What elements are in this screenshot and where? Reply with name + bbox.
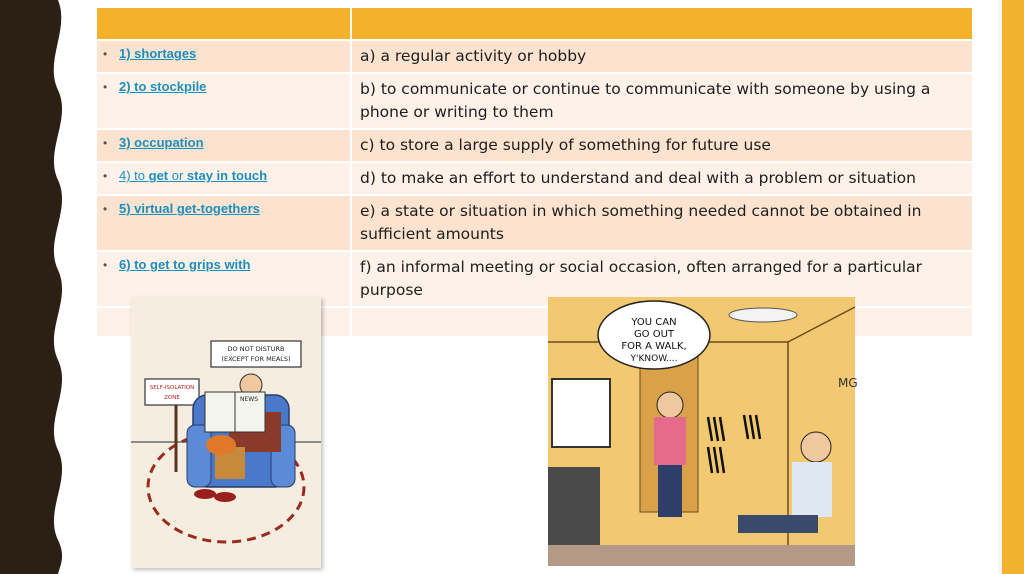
term-link[interactable]: 2) to stockpile [119,79,207,94]
self-isolation-cartoon [131,297,321,568]
walk-cartoon-illustration [548,297,858,566]
left-wavy-border [0,0,80,574]
term-link[interactable]: 3) occupation [119,135,204,150]
term-text [119,46,196,62]
self-isolation-illustration [131,297,321,568]
term-line [103,168,344,184]
term-line [103,135,344,151]
header-cell [96,7,351,40]
term-cell [96,162,351,195]
term-line [103,79,344,95]
zone-sign-line1: SELF-ISOLATION [149,385,195,391]
speech-line4: Y'KNOW.... [630,354,678,364]
wall-sign-line2: (EXCEPT FOR MEALS) [221,355,291,363]
bullet-icon: • [103,258,108,272]
definition-cell: b) to communicate or continue to communicate with someone by using a phone or writing to them [351,73,973,129]
vocabulary-table [95,6,974,338]
bullet-icon: • [103,202,108,216]
table-row [96,40,973,73]
term-link[interactable]: get-togethers [176,201,260,216]
term-cell [96,73,351,129]
speech-line2: GO OUT [633,329,675,340]
artist-signature: MG [838,376,858,390]
bullet-icon: • [103,80,108,94]
wall-sign-line1: DO NOT DISTURB [227,345,285,353]
term-text [119,79,206,95]
table-row [96,195,973,251]
go-out-for-walk-cartoon [548,297,858,566]
term-link[interactable]: 6) to get to grips with [119,257,251,272]
term-link[interactable]: get [148,168,169,183]
term-cell [96,195,351,251]
definition-cell: a) a regular activity or hobby [351,40,973,73]
table-header-row [96,7,973,40]
term-text [119,257,250,273]
definition-cell: f) an informal meeting or social occasion, often arranged for a particular purpose [351,251,973,307]
term-link[interactable]: 5) virtual [119,201,174,216]
definition-cell: d) to make an effort to understand and deal with a problem or situation [351,162,973,195]
term-line [103,201,344,217]
term-line [103,257,344,273]
term-link[interactable]: or [168,168,187,183]
table-row [96,73,973,129]
table-body [96,40,973,337]
speech-line1: YOU CAN [631,317,677,328]
term-text [119,168,267,184]
term-link[interactable]: 1) shortages [119,46,197,61]
definition-cell: c) to store a large supply of something for future use [351,129,973,162]
zone-sign-line2: ZONE [164,395,180,401]
term-cell [96,40,351,73]
speech-line3: FOR A WALK, [621,341,687,352]
term-cell [96,129,351,162]
bullet-icon: • [103,169,108,183]
table-row [96,129,973,162]
bullet-icon: • [103,47,108,61]
header-cell [351,7,973,40]
term-text [119,135,204,151]
term-link[interactable]: stay in touch [186,168,268,183]
term-link[interactable]: 4) to [119,168,149,183]
newspaper-title: NEWS [239,396,259,403]
table-row [96,162,973,195]
right-orange-strip [1002,0,1024,574]
term-text [119,201,260,217]
bullet-icon: • [103,136,108,150]
definition-cell: e) a state or situation in which something needed cannot be obtained in sufficient amounts [351,195,973,251]
term-line [103,46,344,62]
